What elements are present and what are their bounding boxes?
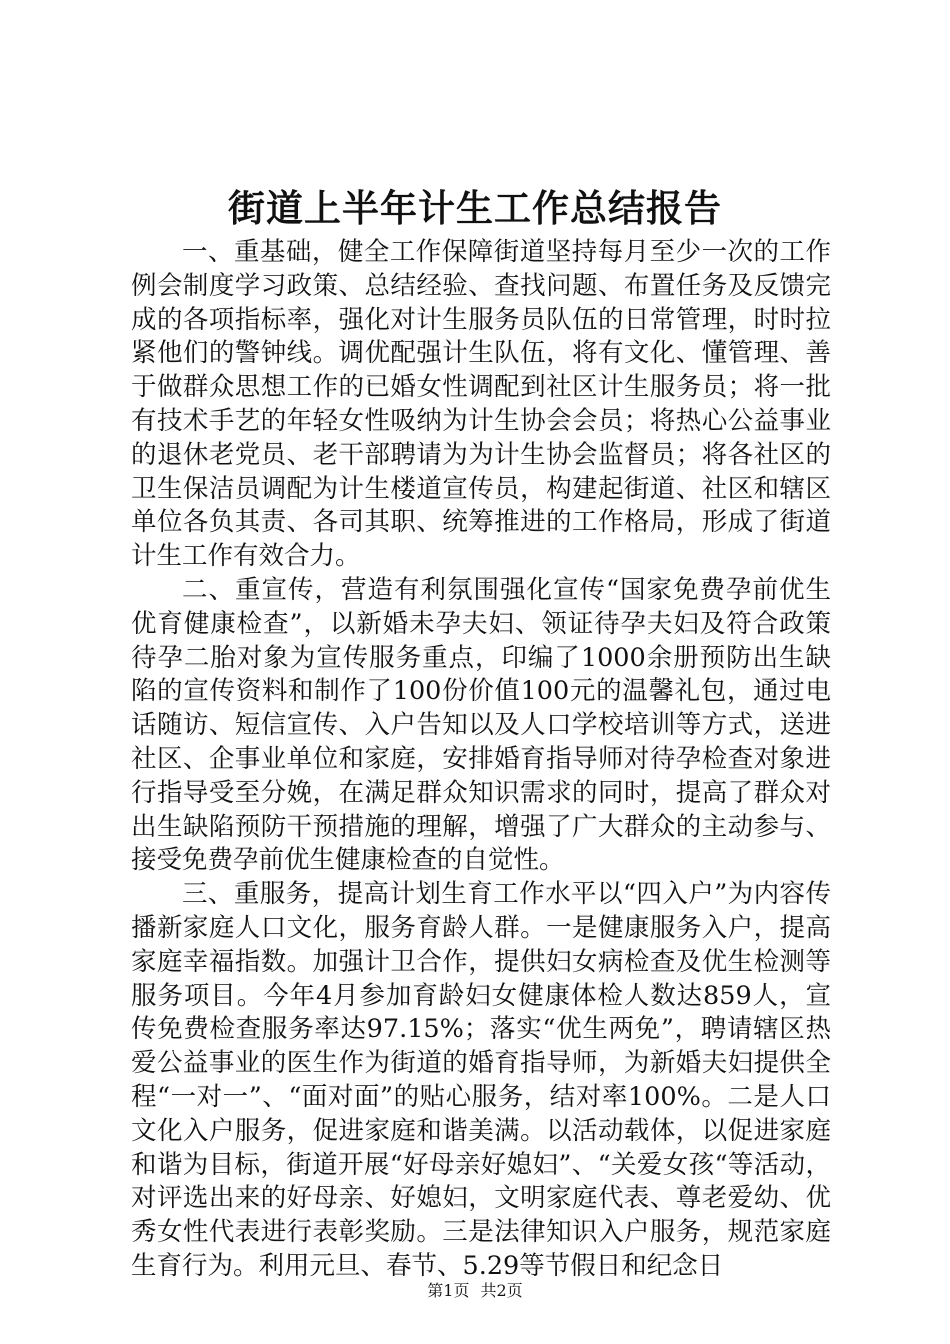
document-body — [131, 236, 831, 1284]
page-number: 第1页 — [427, 1281, 470, 1300]
paragraph-3: 三、重服务，提高计划生育工作水平以“四入户”为内容传播新家庭人口文化，服务育龄人群。一是健康服务入户，提高家庭幸福指数。加强计卫合作，提供妇女病检查及优生检测等服务项目。今年4月参加育龄妇女健康体检人数达859人，宣传免费检查服务率达97.15%；落实“优生两免”，聘请辖区热爱公益事业的医生作为街道的婚育指导师，为新婚夫妇提供全程“一对一”、“面对面”的贴心服务，结对率100%。二是人口文化入户服务，促进家庭和谐美满。以活动载体，以促进家庭和谐为目标，街道开展“好母亲好媳妇”、“关爱女孩“等活动，对评选出来的好母亲、好媳妇，文明家庭代表、尊老爱幼、优秀女性代表进行表彰奖励。三是法律知识入户服务，规范家庭生育行为。利用元旦、春节、5.29等节假日和纪念日 — [131, 879, 831, 1281]
page-total: 共2页 — [480, 1281, 523, 1300]
page-title: 街道上半年计生工作总结报告 — [228, 186, 722, 230]
paragraph-2: 二、重宣传，营造有利氛围强化宣传“国家免费孕前优生优育健康检查”，以新婚未孕夫妇、领证待孕夫妇及符合政策待孕二胎对象为宣传服务重点，印编了1000余册预防出生缺陷的宣传资料和制作了100份价值100元的温馨礼包，通过电话随访、短信宣传、入户告知以及人口学校培训等方式，送进社区、企事业单位和家庭，安排婚育指导师对待孕检查对象进行指导受至分娩，在满足群众知识需求的同时，提高了群众对出生缺陷预防干预措施的理解，增强了广大群众的主动参与、接受免费孕前优生健康检查的自觉性。 — [131, 574, 831, 876]
paragraph-1: 一、重基础，健全工作保障街道坚持每月至少一次的工作例会制度学习政策、总结经验、查找问题、布置任务及反馈完成的各项指标率，强化对计生服务员队伍的日常管理，时时拉紧他们的警钟线。调优配强计生队伍，将有文化、懂管理、善于做群众思想工作的已婚女性调配到社区计生服务员；将一批有技术手艺的年轻女性吸纳为计生协会会员；将热心公益事业的退休老党员、老干部聘请为为计生协会监督员；将各社区的卫生保洁员调配为计生楼道宣传员，构建起街道、社区和辖区单位各负其责、各司其职、统筹推进的工作格局，形成了街道计生工作有效合力。 — [131, 237, 831, 572]
page-footer — [0, 1280, 950, 1302]
